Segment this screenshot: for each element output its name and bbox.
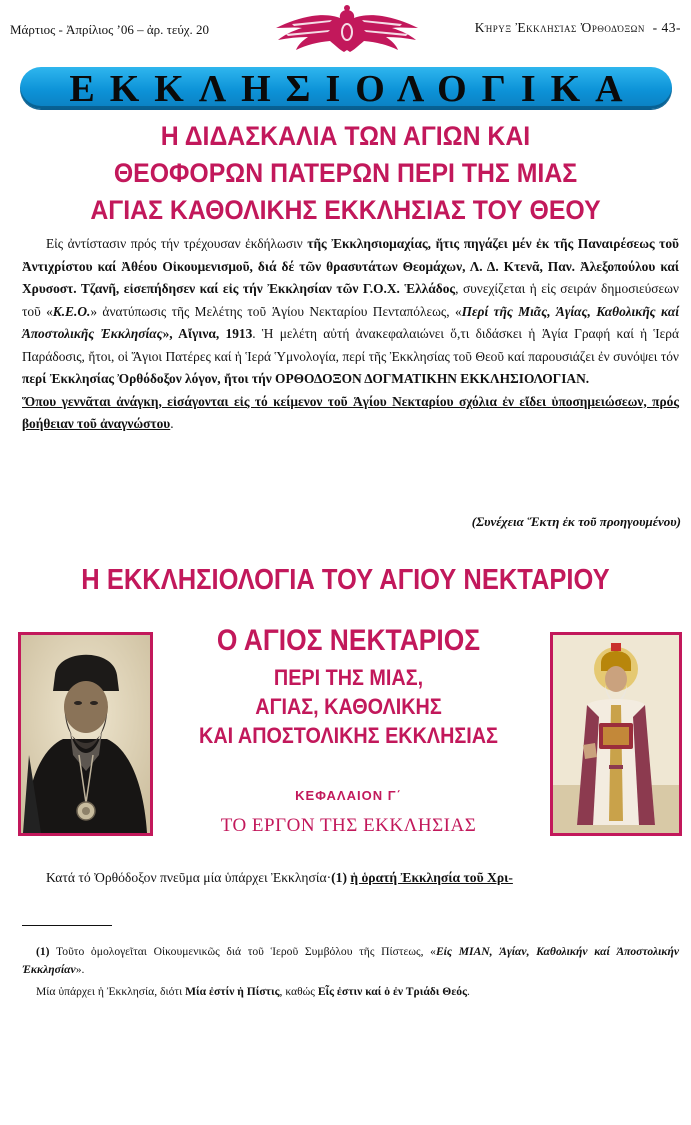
section-banner-text: ΕΚΚΛΗΣΙΟΛΟΓΙΚΑ (69, 68, 638, 110)
issue-info: Μάρτιος - Ἀπρίλιος ’06 – ἀρ. τεύχ. 20 (10, 22, 210, 37)
intro-note-underlined: Ὅπου γεννᾶται ἀνάγκη, εἰσάγονται εἰς τό κείμενον τοῦ Ἁγίου Νεκταρίου σχόλια ἐν εἴδει ὑποσημειώσεων, πρός βοήθειαν τοῦ ἀναγνώστου (22, 393, 679, 431)
intro-text: » ἀνατύπωσις τῆς Μελέτης τοῦ Ἁγίου Νεκταρίου Πενταπόλεως, « (90, 303, 462, 319)
intro-text-bold-italic: Κ.Ε.Ο. (52, 303, 91, 319)
subtitle-line: ΑΓΙΑΣ, ΚΑΘΟΛΙΚΗΣ (255, 694, 442, 719)
article-title (37, 118, 654, 229)
icon-saint-nektarios (550, 632, 682, 836)
intro-book-title: Περί τῆς Μιᾶς, Ἁγίας, Καθολικῆς καί Ἀποστολικῆς Ἐκκλησίας (22, 303, 679, 341)
body-text (22, 870, 682, 886)
portrait-photo-image (21, 635, 150, 833)
intro-text-bold: περί Ἐκκλησίας Ὀρθόδοξον λόγον, ἤτοι τήν ΟΡΘΟΔΟΞΟΝ ΔΟΓΜΑΤΙΚΗΝ ΕΚΚΛΗΣΙΟΛΟΓΙΑΝ. (22, 371, 590, 386)
chapter-label: ΚΕΦΑΛΑΙΟΝ Γ΄ (295, 788, 402, 803)
body-text-part: Κατά τό Ὀρθόδοξον πνεῦμα μία ὑπάρχει Ἐκκλησία· (46, 870, 332, 885)
subtitle-lines (172, 663, 526, 750)
footnote-text: Τοῦτο ὁμολογεῖται Οἰκουμενικῶς διά τοῦ Ἱεροῦ Συμβόλου τῆς Πίστεως, « (49, 945, 436, 958)
intro-paragraph (22, 233, 679, 436)
icon-painting-image (553, 635, 679, 833)
footnote-divider (22, 925, 112, 926)
continuation-note: (Συνέχεια Ἕκτη ἐκ τοῦ προηγουμένου) (471, 514, 681, 529)
intro-text-bold: τῆς Ἐκκλησιομαχίας, ἥτις πηγάζει μέν ἐκ τῆς Παναιρέσεως τοῦ Ἀντιχρίστου καί Ἀθέου Οἰκουμενισμοῦ, διά δέ τῶν θρασυτάτων Θεομάχων, Λ. Δ. Κτενᾶ, Παν. Ἀλεξοπούλου καί Χρυσοστ. Τζανῆ, εἰσεπήδησεν καί εἰς τήν Ἐκκλησίαν τῶν Γ.Ο.Χ. Ἑλλάδος (22, 236, 679, 296)
journal-and-page (475, 20, 681, 36)
article-title-line: ΑΓΙΑΣ ΚΑΘΟΛΙΚΗΣ ΕΚΚΛΗΣΙΑΣ ΤΟΥ ΘΕΟΥ (90, 195, 601, 225)
portrait-saint-nektarios-photo (18, 632, 153, 836)
subtitle-main: Ο ΑΓΙΟΣ ΝΕΚΤΑΡΙΟΣ (216, 624, 481, 657)
article-title-line: ΘΕΟΦΟΡΩΝ ΠΑΤΕΡΩΝ ΠΕΡΙ ΤΗΣ ΜΙΑΣ (113, 158, 578, 188)
chapter-title: ΤΟ ΕΡΓΟΝ ΤΗΣ ΕΚΚΛΗΣΙΑΣ (220, 815, 477, 836)
subtitle-line: ΚΑΙ ΑΠΟΣΤΟΛΙΚΗΣ ΕΚΚΛΗΣΙΑΣ (199, 723, 498, 748)
footnote-quote: Εἰς ΜΙΑΝ, Ἁγίαν, Καθολικήν καί Ἀποστολικήν Ἐκκλησίαν (22, 945, 679, 976)
footnote-2 (22, 983, 679, 1001)
page-number: - 43- (652, 20, 681, 35)
intro-text: . (170, 416, 174, 431)
intro-text: , συνεχίζεται ἡ εἰς σειράν δημοσιεύσεων τοῦ « (22, 281, 679, 319)
intro-text: Εἰς ἀντίστασιν πρός τήν τρέχουσαν ἐκδήλωσιν (46, 236, 308, 251)
intro-text-bold: », Αἴγινα, 1913 (162, 326, 253, 341)
footnote-bold: Εἷς ἐστιν καί ὁ ἐν Τριάδι Θεός (317, 985, 467, 998)
footnote-bold: Μία ἐστίν ἡ Πίστις (185, 985, 280, 998)
journal-name: Κήρυξ Ἐκκλησίας Ὀρθοδόξων (474, 20, 645, 35)
footnote-number: (1) (36, 945, 50, 958)
double-headed-eagle-emblem (272, 4, 422, 56)
footnote-text: ». (75, 963, 85, 976)
footnote-text: . (466, 985, 470, 998)
footnote-1 (22, 943, 679, 979)
body-text-underlined: ἡ ὁρατή Ἐκκλησία τοῦ Χρι- (350, 870, 513, 885)
footnote-text: Μία ὑπάρχει ἡ Ἐκκλησία, διότι (36, 985, 186, 998)
footnote-ref: (1) (331, 870, 347, 885)
subtitle-line: ΠΕΡΙ ΤΗΣ ΜΙΑΣ, (273, 665, 424, 690)
section-title: Η ΕΚΚΛΗΣΙΟΛΟΓΙΑ ΤΟΥ ΑΓΙΟΥ ΝΕΚΤΑΡΙΟΥ (81, 564, 610, 596)
intro-text: . Ἡ μελέτη αὐτή ἀνακεφαλαιώνει ὅ,τι διδάσκει ἡ Ἁγία Γραφή καί ἡ Ἱερά Παράδοσις, ἤτοι, οἱ Ἅγιοι Πατέρες καί ἡ Ἱερά Ὑμνολογία, περί τῆς Ἐκκλησίας τοῦ Θεοῦ καί παρουσιάζει ἐν συνόψει τόν (22, 326, 679, 364)
footnote-text: , καθώς (279, 985, 318, 998)
article-title-line: Η ΔΙΔΑΣΚΑΛΙΑ ΤΩΝ ΑΓΙΩΝ ΚΑΙ (160, 121, 531, 151)
